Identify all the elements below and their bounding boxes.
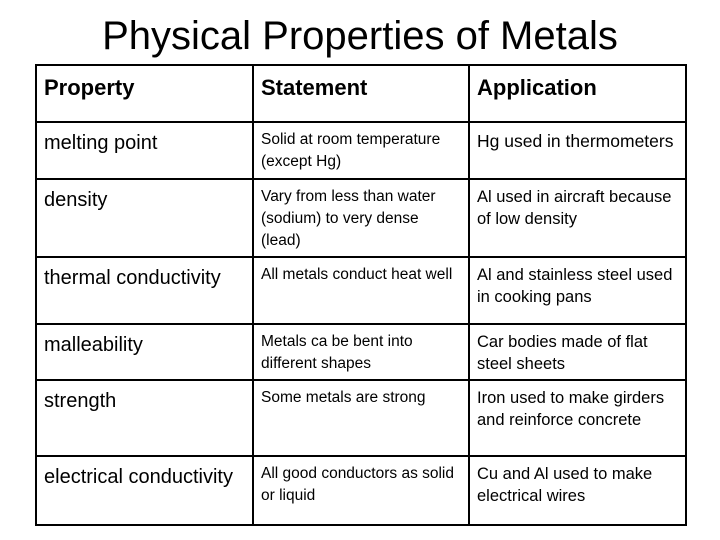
table-row <box>36 380 686 456</box>
property-cell: electrical conductivity <box>36 456 253 525</box>
statement-cell: Vary from less than water (sodium) to very dense (lead) <box>253 179 469 257</box>
table-row <box>36 179 686 257</box>
table-row <box>36 324 686 380</box>
application-cell: Hg used in thermometers <box>469 122 686 179</box>
application-cell: Car bodies made of flat steel sheets <box>469 324 686 380</box>
statement-cell: All metals conduct heat well <box>253 257 469 324</box>
statement-cell: Some metals are strong <box>253 380 469 456</box>
application-cell: Al and stainless steel used in cooking pans <box>469 257 686 324</box>
header-property: Property <box>36 65 253 122</box>
application-cell: Al used in aircraft because of low density <box>469 179 686 257</box>
slide-title: Physical Properties of Metals <box>102 14 618 58</box>
table-row <box>36 257 686 324</box>
statement-cell: Metals ca be bent into different shapes <box>253 324 469 380</box>
property-cell: thermal conductivity <box>36 257 253 324</box>
application-cell: Iron used to make girders and reinforce concrete <box>469 380 686 456</box>
properties-table <box>35 64 687 526</box>
statement-cell: All good conductors as solid or liquid <box>253 456 469 525</box>
statement-cell: Solid at room temperature (except Hg) <box>253 122 469 179</box>
table-row <box>36 122 686 179</box>
property-cell: density <box>36 179 253 257</box>
property-cell: melting point <box>36 122 253 179</box>
header-application: Application <box>469 65 686 122</box>
table-row <box>36 456 686 525</box>
property-cell: strength <box>36 380 253 456</box>
application-cell: Cu and Al used to make electrical wires <box>469 456 686 525</box>
property-cell: malleability <box>36 324 253 380</box>
table-header-row <box>36 65 686 122</box>
header-statement: Statement <box>253 65 469 122</box>
